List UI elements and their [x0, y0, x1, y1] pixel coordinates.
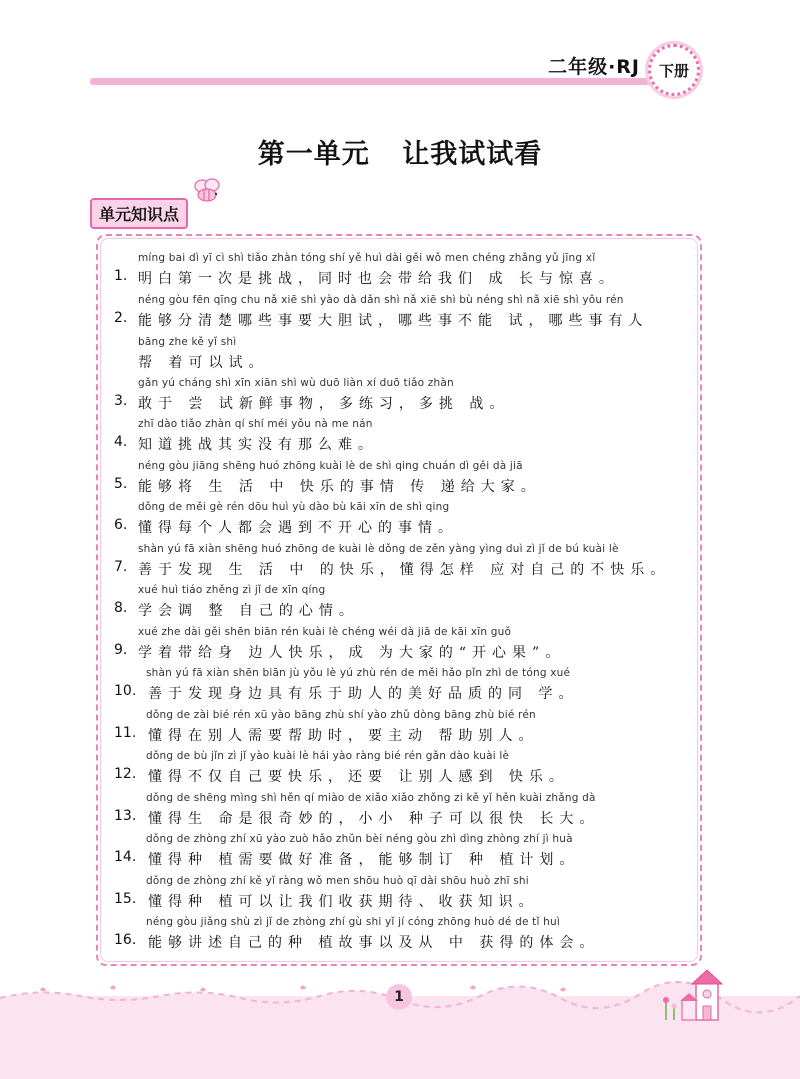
item-number: 1.: [114, 268, 128, 284]
item-number: 12.: [114, 766, 137, 782]
pinyin-line: xué huì tiáo zhěng zì jǐ de xīn qíng: [138, 584, 326, 596]
item-number: 5.: [114, 476, 128, 492]
section-label: 单元知识点: [90, 198, 188, 229]
item-text: 敢于 尝 试新鲜事物，多练习，多挑 战。: [138, 396, 510, 412]
page-title: 第一单元 让我试试看: [257, 139, 543, 170]
pinyin-line: míng bai dì yī cì shì tiǎo zhàn tóng shí yě huì dài gěi wǒ men chéng zhǎng yǔ jīng xǐ: [138, 252, 596, 264]
pinyin-line: zhī dào tiǎo zhàn qí shí méi yǒu nà me nán: [138, 418, 373, 430]
pinyin-line: shàn yú fā xiàn shēng huó zhōng de kuài lè dǒng de zěn yàng yìng duì zì jǐ de bú kuài lè: [138, 543, 619, 555]
header-rule: [90, 78, 658, 85]
item-text: 能够分清楚哪些事要大胆试，哪些事不能 试，哪些事有人: [138, 313, 649, 329]
page-number: 1: [386, 984, 412, 1010]
item-number: 15.: [114, 891, 137, 907]
pinyin-line: dǒng de zhòng zhí kě yǐ ràng wǒ men shōu huò qī dài shōu huò zhī shi: [146, 875, 529, 887]
item-number: 16.: [114, 932, 137, 948]
house-icon: [652, 966, 732, 1022]
pinyin-line: néng gòu jiāng shēng huó zhōng kuài lè de shì qing chuán dì gěi dà jiā: [138, 460, 523, 472]
item-text: 善于发现 生 活 中 的快乐，懂得怎样 应对自己的不快乐。: [138, 562, 671, 578]
item-number: 2.: [114, 310, 128, 326]
item-number: 6.: [114, 517, 128, 533]
item-number: 7.: [114, 559, 128, 575]
item-number: 3.: [114, 393, 128, 409]
item-text: 懂得在别人需要帮助时，要主动 帮助别人。: [148, 728, 539, 744]
item-text: 懂得种 植可以让我们收获期待、收获知识。: [148, 894, 539, 910]
pinyin-line: xué zhe dài gěi shēn biān rén kuài lè chéng wéi dà jiā de kāi xīn guǒ: [138, 626, 512, 638]
item-text-continuation: 帮 着可以试。: [138, 355, 269, 371]
item-number: 13.: [114, 808, 137, 824]
item-text: 懂得生 命是很奇妙的，小小 种子可以很快 长大。: [148, 811, 600, 827]
pinyin-line: dǒng de zhòng zhí xū yào zuò hǎo zhǔn bèi néng gòu zhì dìng zhòng zhí jì huà: [146, 833, 573, 845]
pinyin-line: shàn yú fā xiàn shēn biān jù yǒu lè yú zhù rén de měi hǎo pǐn zhì de tóng xué: [146, 667, 571, 679]
pinyin-line: dǒng de shēng mìng shì hěn qí miào de xiǎo xiǎo zhǒng zi kě yǐ hěn kuài zhǎng dà: [146, 792, 596, 804]
item-text: 学会调 整 自己的心情。: [138, 603, 359, 619]
item-text: 能够讲述自己的种 植故事以及从 中 获得的体会。: [148, 935, 600, 951]
item-number: 14.: [114, 849, 137, 865]
bee-icon: [188, 176, 228, 206]
item-text: 善于发现身边具有乐于助人的美好品质的同 学。: [148, 686, 579, 702]
pinyin-line: bāng zhe kě yǐ shì: [138, 336, 237, 348]
grade-label: 二年级·RJ: [548, 56, 640, 78]
item-text: 知道挑战其实没有那么难。: [138, 437, 378, 453]
pinyin-line: gǎn yú cháng shì xīn xiān shì wù duō liàn xí duō tiǎo zhàn: [138, 377, 454, 389]
pinyin-line: dǒng de bù jǐn zì jǐ yào kuài lè hái yào ràng bié rén gǎn dào kuài lè: [146, 750, 510, 762]
item-number: 11.: [114, 725, 137, 741]
item-number: 9.: [114, 642, 128, 658]
item-text: 能够将 生 活 中 快乐的事情 传 递给大家。: [138, 479, 541, 495]
item-number: 4.: [114, 434, 128, 450]
item-text: 懂得种 植需要做好准备，能够制订 种 植计划。: [148, 852, 580, 868]
pinyin-line: dǒng de zài bié rén xū yào bāng zhù shí yào zhǔ dòng bāng zhù bié rén: [146, 709, 536, 721]
item-text: 明白第一次是挑战，同时也会带给我们 成 长与惊喜。: [138, 271, 619, 287]
pinyin-line: néng gòu fēn qīng chu nǎ xiē shì yào dà dǎn shì nǎ xiē shì bù néng shì nǎ xiē shì yǒu rén: [138, 294, 624, 306]
pinyin-line: dǒng de měi gè rén dōu huì yù dào bù kāi xīn de shì qing: [138, 501, 450, 513]
volume-badge: 下册: [648, 44, 700, 96]
item-number: 8.: [114, 600, 128, 616]
item-text: 懂得不仅自己要快乐，还要 让别人感到 快乐。: [148, 769, 569, 785]
item-text: 懂得每个人都会遇到不开心的事情。: [138, 520, 458, 536]
pinyin-line: néng gòu jiǎng shù zì jǐ de zhòng zhí gù shi yǐ jí cóng zhōng huò dé de tǐ huì: [146, 916, 560, 928]
item-text: 学着带给身 边人快乐，成 为大家的“开心果”。: [138, 645, 566, 661]
item-number: 10.: [114, 683, 137, 699]
